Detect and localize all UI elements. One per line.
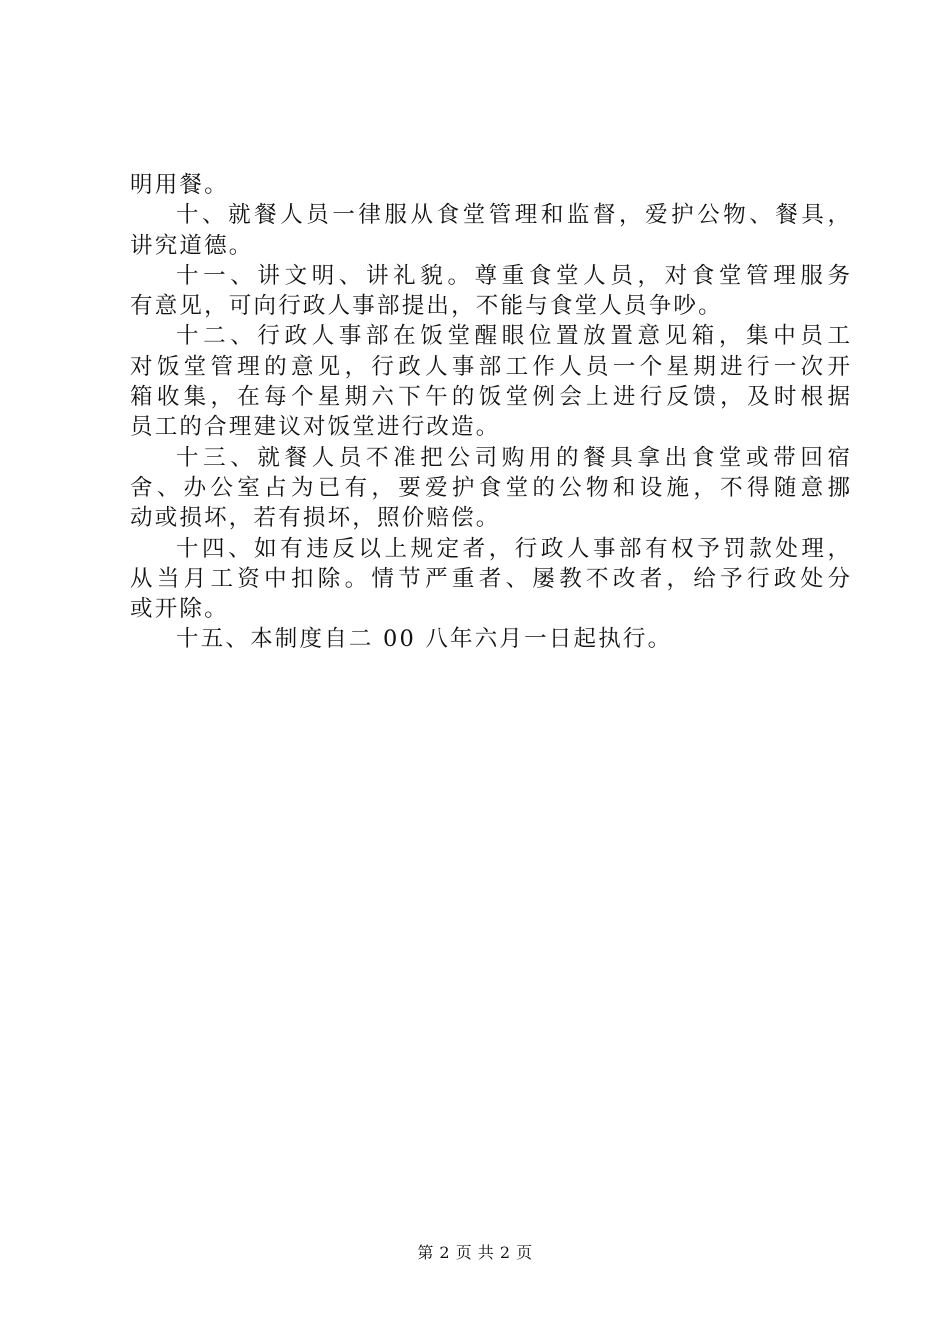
body-line: 十一、讲文明、讲礼貌。尊重食堂人员，对食堂管理服务: [176, 262, 850, 289]
body-line: 讲究道德。: [130, 232, 254, 259]
body-line: 十五、本制度自二 00 八年六月一日起执行。: [176, 626, 673, 653]
body-line: 十三、就餐人员不准把公司购用的餐具拿出食堂或带回宿: [176, 444, 850, 471]
body-line: 有意见，可向行政人事部提出，不能与食堂人员争吵。: [130, 293, 723, 320]
body-line: 或开除。: [130, 596, 229, 623]
document-body: [130, 170, 850, 655]
body-line: 箱收集，在每个星期六下午的饭堂例会上进行反馈，及时根据: [130, 384, 850, 411]
body-line: 对饭堂管理的意见，行政人事部工作人员一个星期进行一次开: [130, 353, 850, 380]
body-line: 动或损坏，若有损坏，照价赔偿。: [130, 505, 501, 532]
body-line: 十、就餐人员一律服从食堂管理和监督，爱护公物、餐具，: [176, 202, 850, 229]
page-number-footer: 第 2 页 共 2 页: [417, 1243, 533, 1262]
body-line: 员工的合理建议对饭堂进行改造。: [130, 414, 501, 441]
body-line: 十二、行政人事部在饭堂醒眼位置放置意见箱，集中员工: [176, 323, 850, 350]
body-line: 明用餐。: [130, 172, 229, 198]
body-line: 从当月工资中扣除。情节严重者、屡教不改者，给予行政处分: [130, 565, 850, 592]
body-line: 舍、办公室占为已有，要爱护食堂的公物和设施，不得随意挪: [130, 474, 850, 501]
body-line: 十四、如有违反以上规定者，行政人事部有权予罚款处理，: [176, 535, 850, 562]
